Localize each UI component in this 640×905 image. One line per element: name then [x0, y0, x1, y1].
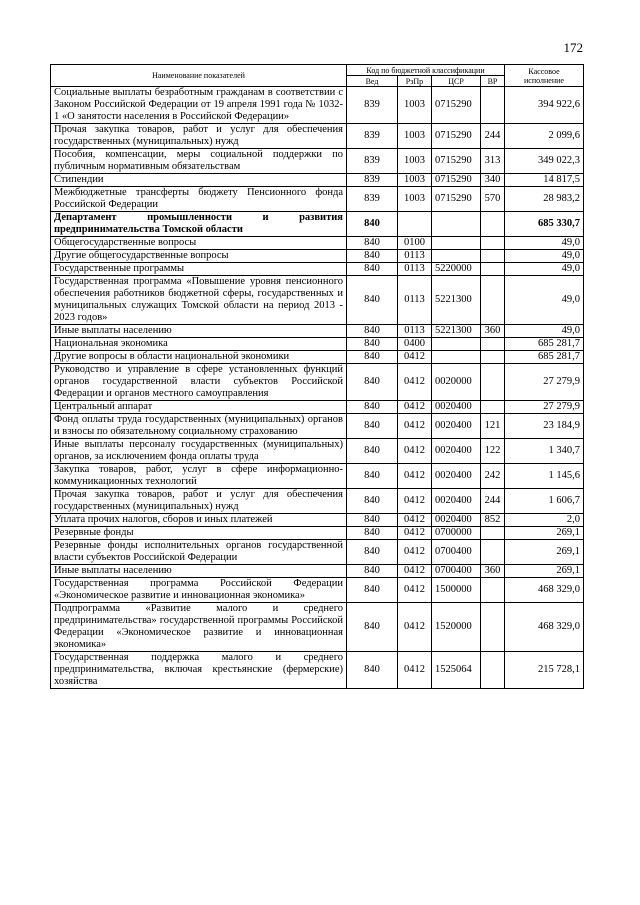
- table-row: [51, 401, 584, 414]
- row-vr: [481, 263, 505, 276]
- row-csr: [432, 338, 481, 351]
- table-row: [51, 174, 584, 187]
- row-amount: 269,1: [505, 565, 584, 578]
- row-amount: 49,0: [505, 263, 584, 276]
- table-row: [51, 514, 584, 527]
- row-ved: 840: [347, 565, 398, 578]
- row-vr: [481, 527, 505, 540]
- row-name: Центральный аппарат: [51, 401, 347, 414]
- row-csr: 0700400: [432, 565, 481, 578]
- row-amount: 27 279,9: [505, 364, 584, 401]
- table-row: [51, 414, 584, 439]
- table-row: [51, 237, 584, 250]
- row-ved: 840: [347, 325, 398, 338]
- row-rzpr: 0113: [398, 250, 432, 263]
- row-ved: 840: [347, 276, 398, 325]
- header-name: Наименование показателей: [51, 65, 347, 87]
- row-name: Подпрограмма «Развитие малого и среднего предпринимательства» государственной программы Российской Федерации «Экономическое развитие и инновационная экономика»: [51, 603, 347, 652]
- row-amount: 394 922,6: [505, 87, 584, 124]
- row-ved: 840: [347, 351, 398, 364]
- row-rzpr: 0412: [398, 364, 432, 401]
- table-row: [51, 338, 584, 351]
- row-amount: 2,0: [505, 514, 584, 527]
- row-vr: 313: [481, 149, 505, 174]
- table-row: [51, 124, 584, 149]
- row-rzpr: 0412: [398, 439, 432, 464]
- row-vr: 242: [481, 464, 505, 489]
- row-vr: 121: [481, 414, 505, 439]
- row-csr: 0020400: [432, 401, 481, 414]
- row-ved: 840: [347, 212, 398, 237]
- row-name: Фонд оплаты труда государственных (муниципальных) органов и взносы по обязательному социальному страхованию: [51, 414, 347, 439]
- table-row: [51, 652, 584, 689]
- row-csr: [432, 212, 481, 237]
- row-rzpr: 1003: [398, 187, 432, 212]
- table-row: [51, 527, 584, 540]
- row-name: Резервные фонды исполнительных органов государственной власти субъектов Российской Федерации: [51, 540, 347, 565]
- row-csr: 0715290: [432, 149, 481, 174]
- row-rzpr: 0412: [398, 464, 432, 489]
- row-amount: 685 281,7: [505, 351, 584, 364]
- row-name: Иные выплаты персоналу государственных (муниципальных) органов, за исключением фонда оплаты труда: [51, 439, 347, 464]
- row-name: Социальные выплаты безработным гражданам в соответствии с Законом Российской Федерации от 19 апреля 1991 года № 1032-1 «О занятости населения в Российской Федерации»: [51, 87, 347, 124]
- row-amount: 49,0: [505, 325, 584, 338]
- header-amount: Кассовое исполнение: [505, 65, 584, 87]
- row-vr: [481, 540, 505, 565]
- row-ved: 840: [347, 489, 398, 514]
- row-vr: 360: [481, 325, 505, 338]
- row-vr: [481, 578, 505, 603]
- row-csr: [432, 250, 481, 263]
- table-row: [51, 325, 584, 338]
- row-ved: 840: [347, 250, 398, 263]
- row-csr: 1500000: [432, 578, 481, 603]
- row-rzpr: 0412: [398, 489, 432, 514]
- row-csr: 0020000: [432, 364, 481, 401]
- row-vr: [481, 401, 505, 414]
- row-csr: 0020400: [432, 414, 481, 439]
- row-ved: 840: [347, 364, 398, 401]
- row-name: Государственная поддержка малого и среднего предпринимательства, включая крестьянские (фермерские) хозяйства: [51, 652, 347, 689]
- table-row: [51, 250, 584, 263]
- row-amount: 49,0: [505, 237, 584, 250]
- row-name: Резервные фонды: [51, 527, 347, 540]
- row-vr: [481, 250, 505, 263]
- row-ved: 840: [347, 439, 398, 464]
- row-name: Стипендии: [51, 174, 347, 187]
- row-rzpr: 1003: [398, 87, 432, 124]
- row-vr: [481, 652, 505, 689]
- row-rzpr: 0412: [398, 578, 432, 603]
- row-csr: 0715290: [432, 174, 481, 187]
- row-csr: 1520000: [432, 603, 481, 652]
- row-amount: 685 330,7: [505, 212, 584, 237]
- row-ved: 840: [347, 414, 398, 439]
- row-amount: 23 184,9: [505, 414, 584, 439]
- row-rzpr: 0412: [398, 514, 432, 527]
- row-rzpr: [398, 212, 432, 237]
- row-rzpr: 0113: [398, 325, 432, 338]
- row-amount: 1 606,7: [505, 489, 584, 514]
- row-ved: 839: [347, 124, 398, 149]
- table-row: [51, 489, 584, 514]
- row-amount: 468 329,0: [505, 603, 584, 652]
- header-ved: Вед: [347, 76, 398, 87]
- row-vr: [481, 351, 505, 364]
- row-csr: 1525064: [432, 652, 481, 689]
- row-csr: 0715290: [432, 87, 481, 124]
- row-vr: [481, 603, 505, 652]
- row-csr: [432, 237, 481, 250]
- row-amount: 215 728,1: [505, 652, 584, 689]
- row-name: Закупка товаров, работ, услуг в сфере информационно-коммуникационных технологий: [51, 464, 347, 489]
- row-rzpr: 1003: [398, 149, 432, 174]
- row-vr: 244: [481, 489, 505, 514]
- table-row: [51, 276, 584, 325]
- row-vr: 244: [481, 124, 505, 149]
- row-name: Государственная программа Российской Федерации «Экономическое развитие и инновационная экономика»: [51, 578, 347, 603]
- row-amount: 2 099,6: [505, 124, 584, 149]
- row-ved: 839: [347, 187, 398, 212]
- row-ved: 840: [347, 514, 398, 527]
- table-row: [51, 263, 584, 276]
- row-vr: [481, 87, 505, 124]
- row-rzpr: 1003: [398, 124, 432, 149]
- table-row: [51, 364, 584, 401]
- row-amount: 1 340,7: [505, 439, 584, 464]
- row-amount: 269,1: [505, 527, 584, 540]
- table-row: [51, 464, 584, 489]
- row-csr: [432, 351, 481, 364]
- row-rzpr: 0412: [398, 540, 432, 565]
- row-ved: 840: [347, 652, 398, 689]
- budget-table: [50, 64, 584, 689]
- row-name: Пособия, компенсации, меры социальной поддержки по публичным нормативным обязательствам: [51, 149, 347, 174]
- row-rzpr: 0412: [398, 603, 432, 652]
- row-vr: [481, 276, 505, 325]
- row-amount: 28 983,2: [505, 187, 584, 212]
- row-amount: 1 145,6: [505, 464, 584, 489]
- table-row: [51, 565, 584, 578]
- row-ved: 839: [347, 149, 398, 174]
- row-name: Уплата прочих налогов, сборов и иных платежей: [51, 514, 347, 527]
- row-name: Иные выплаты населению: [51, 565, 347, 578]
- row-rzpr: 0412: [398, 351, 432, 364]
- row-ved: 840: [347, 578, 398, 603]
- row-amount: 685 281,7: [505, 338, 584, 351]
- row-rzpr: 0412: [398, 401, 432, 414]
- row-vr: [481, 338, 505, 351]
- row-vr: 570: [481, 187, 505, 212]
- table-row: [51, 87, 584, 124]
- row-csr: 5221300: [432, 325, 481, 338]
- row-csr: 0020400: [432, 489, 481, 514]
- row-amount: 49,0: [505, 250, 584, 263]
- row-name: Национальная экономика: [51, 338, 347, 351]
- row-name: Другие вопросы в области национальной экономики: [51, 351, 347, 364]
- row-rzpr: 1003: [398, 174, 432, 187]
- table-row: [51, 212, 584, 237]
- row-csr: 5221300: [432, 276, 481, 325]
- row-rzpr: 0100: [398, 237, 432, 250]
- table-row: [51, 603, 584, 652]
- table-row: [51, 439, 584, 464]
- row-amount: 349 022,3: [505, 149, 584, 174]
- row-amount: 27 279,9: [505, 401, 584, 414]
- table-row: [51, 351, 584, 364]
- row-name: Государственные программы: [51, 263, 347, 276]
- row-csr: 0700000: [432, 527, 481, 540]
- row-ved: 839: [347, 87, 398, 124]
- row-name: Другие общегосударственные вопросы: [51, 250, 347, 263]
- row-amount: 468 329,0: [505, 578, 584, 603]
- row-vr: 360: [481, 565, 505, 578]
- row-rzpr: 0412: [398, 527, 432, 540]
- row-ved: 840: [347, 237, 398, 250]
- table-row: [51, 149, 584, 174]
- row-ved: 839: [347, 174, 398, 187]
- row-csr: 0020400: [432, 464, 481, 489]
- table-row: [51, 540, 584, 565]
- row-csr: 0020400: [432, 439, 481, 464]
- row-amount: 49,0: [505, 276, 584, 325]
- row-amount: 269,1: [505, 540, 584, 565]
- row-rzpr: 0412: [398, 652, 432, 689]
- row-name: Руководство и управление в сфере установленных функций органов государственной власти субъектов Российской Федерации и органов местного самоуправления: [51, 364, 347, 401]
- row-name: Прочая закупка товаров, работ и услуг для обеспечения государственных (муниципальных) нужд: [51, 124, 347, 149]
- row-vr: 122: [481, 439, 505, 464]
- row-rzpr: 0412: [398, 565, 432, 578]
- header-vr: ВР: [481, 76, 505, 87]
- row-csr: 0700400: [432, 540, 481, 565]
- row-ved: 840: [347, 338, 398, 351]
- row-ved: 840: [347, 603, 398, 652]
- row-vr: [481, 364, 505, 401]
- row-vr: [481, 212, 505, 237]
- header-code-group: Код по бюджетной классификации: [347, 65, 505, 76]
- row-rzpr: 0412: [398, 414, 432, 439]
- row-ved: 840: [347, 263, 398, 276]
- row-rzpr: 0113: [398, 276, 432, 325]
- row-rzpr: 0400: [398, 338, 432, 351]
- row-name: Департамент промышленности и развития предпринимательства Томской области: [51, 212, 347, 237]
- header-rzpr: РзПр: [398, 76, 432, 87]
- table-row: [51, 578, 584, 603]
- row-name: Общегосударственные вопросы: [51, 237, 347, 250]
- table-row: [51, 187, 584, 212]
- row-ved: 840: [347, 464, 398, 489]
- header-csr: ЦСР: [432, 76, 481, 87]
- page-number: 172: [563, 40, 583, 55]
- row-name: Иные выплаты населению: [51, 325, 347, 338]
- row-csr: 0020400: [432, 514, 481, 527]
- row-name: Государственная программа «Повышение уровня пенсионного обеспечения работников бюджетной сферы, государственных и муниципальных служащих Томской области на период 2013 - 2023 годов»: [51, 276, 347, 325]
- row-csr: 0715290: [432, 124, 481, 149]
- row-csr: 5220000: [432, 263, 481, 276]
- row-vr: [481, 237, 505, 250]
- row-ved: 840: [347, 540, 398, 565]
- row-ved: 840: [347, 527, 398, 540]
- row-name: Межбюджетные трансферты бюджету Пенсионного фонда Российской Федерации: [51, 187, 347, 212]
- row-name: Прочая закупка товаров, работ и услуг для обеспечения государственных (муниципальных) нужд: [51, 489, 347, 514]
- row-amount: 14 817,5: [505, 174, 584, 187]
- row-rzpr: 0113: [398, 263, 432, 276]
- row-csr: 0715290: [432, 187, 481, 212]
- row-ved: 840: [347, 401, 398, 414]
- row-vr: 852: [481, 514, 505, 527]
- row-vr: 340: [481, 174, 505, 187]
